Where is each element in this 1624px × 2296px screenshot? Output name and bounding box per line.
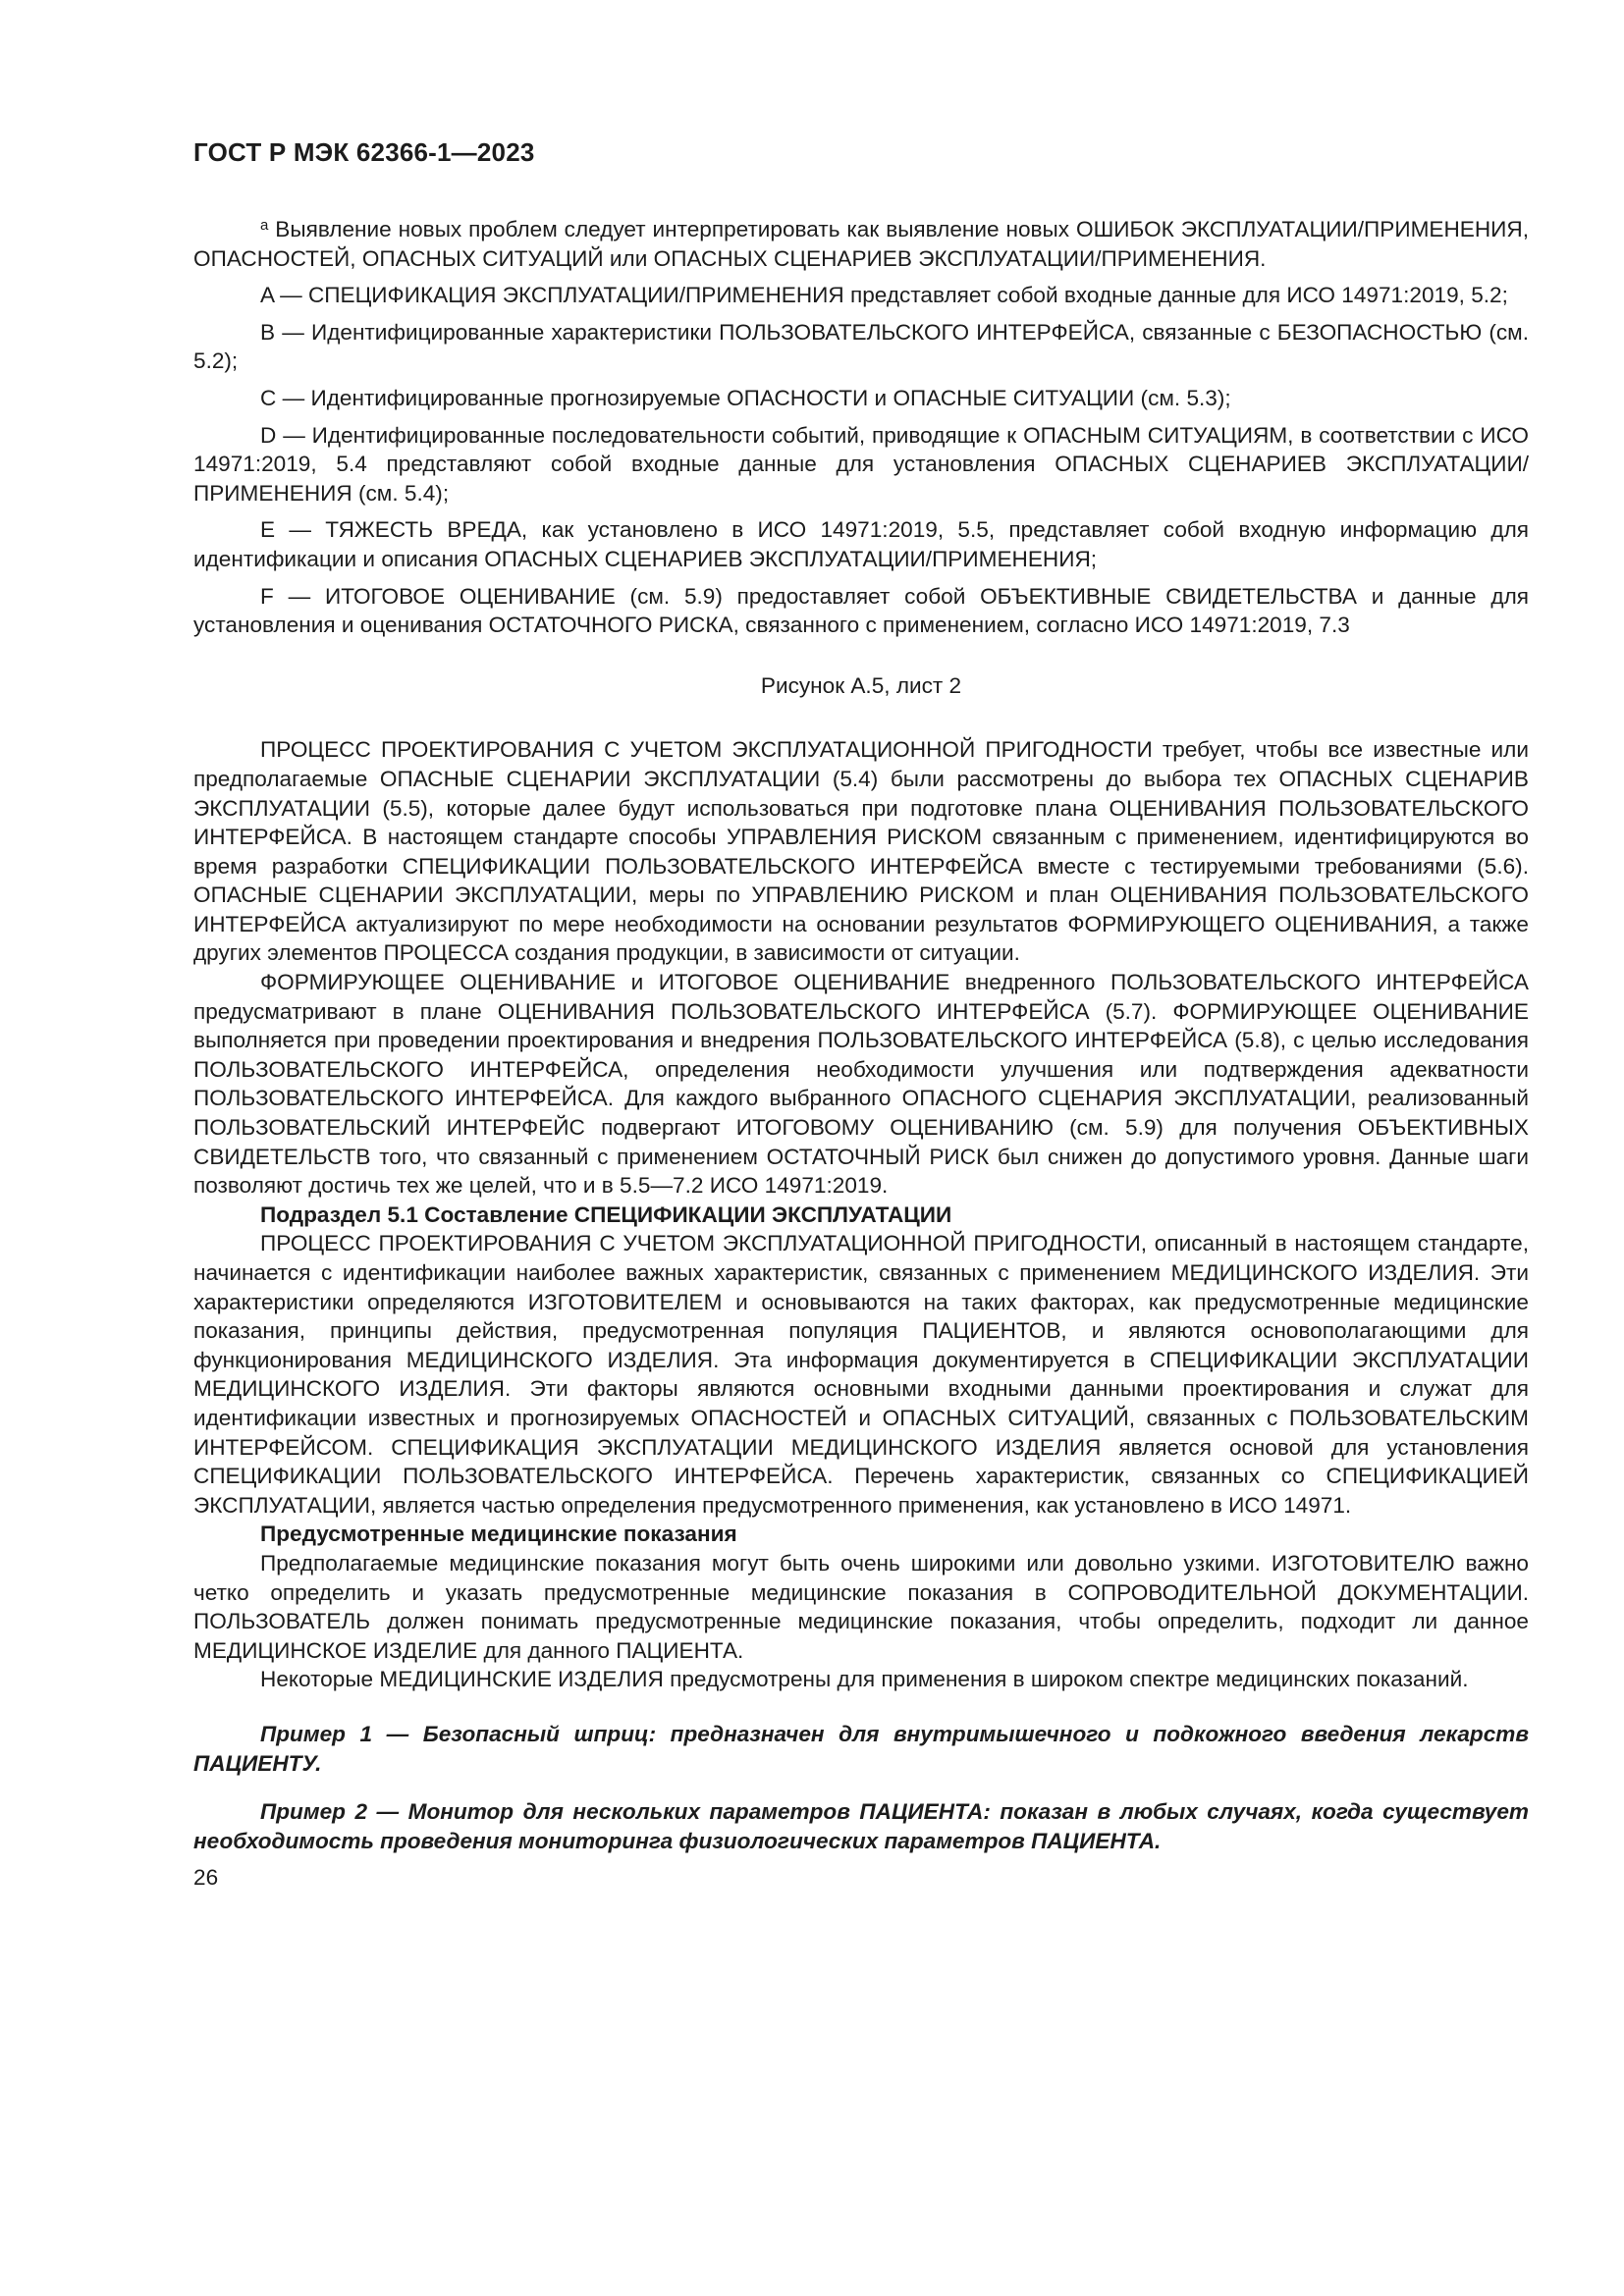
figure-note-f: F — ИТОГОВОЕ ОЦЕНИВАНИЕ (см. 5.9) предоставляет собой ОБЪЕКТИВНЫЕ СВИДЕТЕЛЬСТВА и данные для установления и оценивания ОСТАТОЧНОГО РИСКА, связанного с применением, согласно ИСО 14971:2019, 7.3 xyxy=(193,583,1529,638)
figure-note-d: D — Идентифицированные последовательности событий, приводящие к ОПАСНЫМ СИТУАЦИЯМ, в соответствии с ИСО 14971:2019, 5.4 представляют собой входные данные для установления ОПАСНЫХ СЦЕНАРИЕВ ЭКСПЛУАТАЦИИ/ПРИМЕНЕНИЯ (см. 5.4); xyxy=(193,422,1529,506)
subheading-indications: Предусмотренные медицинские показания xyxy=(260,1522,737,1547)
standard-header: ГОСТ Р МЭК 62366-1—2023 xyxy=(193,137,535,167)
document-page xyxy=(193,137,1529,1891)
figure-notes xyxy=(193,211,1529,640)
figure-note-b: B — Идентифицированные характеристики ПОЛЬЗОВАТЕЛЬСКОГО ИНТЕРФЕЙСА, связанные с БЕЗОПАСНОСТЬЮ (см. 5.2); xyxy=(193,319,1529,374)
paragraph-indications: Предполагаемые медицинские показания могут быть очень широкими или довольно узкими. ИЗГОТОВИТЕЛЮ важно четко определить и указать предусмотренные медицинские показания в СОПРОВОДИТЕЛЬНОЙ ДОКУМЕНТАЦИИ. ПОЛЬЗОВАТЕЛЬ должен понимать предусмотренные медицинские показания, чтобы определить, подходит ли данное МЕДИЦИНСКОЕ ИЗДЕЛИЕ для данного ПАЦИЕНТА. xyxy=(193,1550,1529,1663)
paragraph-process: ПРОЦЕСС ПРОЕКТИРОВАНИЯ С УЧЕТОМ ЭКСПЛУАТАЦИОННОЙ ПРИГОДНОСТИ требует, чтобы все известные или предполагаемые ОПАСНЫЕ СЦЕНАРИИ ЭКСПЛУАТАЦИИ (5.4) были рассмотрены до выбора тех ОПАСНЫХ СЦЕНАРИВ ЭКСПЛУАТАЦИИ (5.5), которые далее будут использоваться при подготовке плана ОЦЕНИВАНИЯ ПОЛЬЗОВАТЕЛЬСКОГО ИНТЕРФЕЙСА. В настоящем стандарте способы УПРАВЛЕНИЯ РИСКОМ связанным с применением, идентифицируются во время разработки СПЕЦИФИКАЦИИ ПОЛЬЗОВАТЕЛЬСКОГО ИНТЕРФЕЙСА вместе с тестируемыми требованиями (5.6). ОПАСНЫЕ СЦЕНАРИИ ЭКСПЛУАТАЦИИ, меры по УПРАВЛЕНИЮ РИСКОМ и план ОЦЕНИВАНИЯ ПОЛЬЗОВАТЕЛЬСКОГО ИНТЕРФЕЙСА актуализируют по мере необходимости на основании результатов ФОРМИРУЮЩЕГО ОЦЕНИВАНИЯ, а также других элементов ПРОЦЕССА создания продукции, в зависимости от ситуации. xyxy=(193,737,1529,966)
footnote-marker: a xyxy=(260,217,269,234)
figure-note-e: E — ТЯЖЕСТЬ ВРЕДА, как установлено в ИСО 14971:2019, 5.5, представляет собой входную информацию для идентификации и описания ОПАСНЫХ СЦЕНАРИЕВ ЭКСПЛУАТАЦИИ/ПРИМЕНЕНИЯ; xyxy=(193,517,1529,571)
figure-note-c: C — Идентифицированные прогнозируемые ОПАСНОСТИ и ОПАСНЫЕ СИТУАЦИИ (см. 5.3); xyxy=(260,385,1231,410)
figure-note-a: A — СПЕЦИФИКАЦИЯ ЭКСПЛУАТАЦИИ/ПРИМЕНЕНИЯ представляет собой входные данные для ИСО 14971:2019, 5.2; xyxy=(260,283,1508,308)
footnote-text: Выявление новых проблем следует интерпретировать как выявление новых ОШИБОК ЭКСПЛУАТАЦИИ/ПРИМЕНЕНИЯ, ОПАСНОСТЕЙ, ОПАСНЫХ СИТУАЦИЙ или ОПАСНЫХ СЦЕНАРИЕВ ЭКСПЛУАТАЦИИ/ПРИМЕНЕНИЯ. xyxy=(193,217,1529,271)
figure-caption: Рисунок А.5, лист 2 xyxy=(760,672,962,698)
subsection-title: Подраздел 5.1 Составление СПЕЦИФИКАЦИИ ЭКСПЛУАТАЦИИ xyxy=(260,1201,952,1227)
figure-footnote xyxy=(193,211,1529,273)
paragraph-evaluation: ФОРМИРУЮЩЕЕ ОЦЕНИВАНИЕ и ИТОГОВОЕ ОЦЕНИВАНИЕ внедренного ПОЛЬЗОВАТЕЛЬСКОГО ИНТЕРФЕЙСА предусматривают в плане ОЦЕНИВАНИЯ ПОЛЬЗОВАТЕЛЬСКОГО ИНТЕРФЕЙСА (5.7). ФОРМИРУЮЩЕЕ ОЦЕНИВАНИЕ выполняется при проведении проектирования и внедрения ПОЛЬЗОВАТЕЛЬСКОГО ИНТЕРФЕЙСА (5.8), с целью исследования ПОЛЬЗОВАТЕЛЬСКОГО ИНТЕРФЕЙСА, определения необходимости улучшения или подтверждения адекватности ПОЛЬЗОВАТЕЛЬСКОГО ИНТЕРФЕЙСА. Для каждого выбранного ОПАСНОГО СЦЕНАРИЯ ЭКСПЛУАТАЦИИ, реализованный ПОЛЬЗОВАТЕЛЬСКИЙ ИНТЕРФЕЙС подвергают ИТОГОВОМУ ОЦЕНИВАНИЮ (см. 5.9) для получения ОБЪЕКТИВНЫХ СВИДЕТЕЛЬСТВ того, что связанный с применением ОСТАТОЧНЫЙ РИСК был снижен до допустимого уровня. Данные шаги позволяют достичь тех же целей, что и в 5.5—7.2 ИСО 14971:2019. xyxy=(193,970,1529,1199)
paragraph-wide-spectrum: Некоторые МЕДИЦИНСКИЕ ИЗДЕЛИЯ предусмотрены для применения в широком спектре медицинских показаний. xyxy=(260,1667,1469,1692)
body-text xyxy=(193,735,1529,1694)
page-number: 26 xyxy=(193,1865,219,1891)
example-1: Пример 1 — Безопасный шприц: предназначен для внутримышечного и подкожного введения лекарств ПАЦИЕНТУ. xyxy=(193,1721,1529,1776)
paragraph-specification: ПРОЦЕСС ПРОЕКТИРОВАНИЯ С УЧЕТОМ ЭКСПЛУАТАЦИОННОЙ ПРИГОДНОСТИ, описанный в настоящем стандарте, начинается с идентификации наиболее важных характеристик, связанных с применением МЕДИЦИНСКОГО ИЗДЕЛИЯ. Эти характеристики определяются ИЗГОТОВИТЕЛЕМ и основываются на таких факторах, как предусмотренные медицинские показания, принципы действия, предусмотренная популяция ПАЦИЕНТОВ, и являются основополагающими для функционирования МЕДИЦИНСКОГО ИЗДЕЛИЯ. Эта информация документируется в СПЕЦИФИКАЦИИ ЭКСПЛУАТАЦИИ МЕДИЦИНСКОГО ИЗДЕЛИЯ. Эти факторы являются основными входными данными проектирования и служат для идентификации известных и прогнозируемых ОПАСНОСТЕЙ и ОПАСНЫХ СИТУАЦИЙ, связанных с ПОЛЬЗОВАТЕЛЬСКИМ ИНТЕРФЕЙСОМ. СПЕЦИФИКАЦИЯ ЭКСПЛУАТАЦИИ МЕДИЦИНСКОГО ИЗДЕЛИЯ является основой для установления СПЕЦИФИКАЦИИ ПОЛЬЗОВАТЕЛЬСКОГО ИНТЕРФЕЙСА. Перечень характеристик, связанных со СПЕЦИФИКАЦИЕЙ ЭКСПЛУАТАЦИИ, является частью определения предусмотренного применения, как установлено в ИСО 14971. xyxy=(193,1231,1529,1518)
example-2: Пример 2 — Монитор для нескольких параметров ПАЦИЕНТА: показан в любых случаях, когда существует необходимость проведения мониторинга физиологических параметров ПАЦИЕНТА. xyxy=(193,1799,1529,1853)
